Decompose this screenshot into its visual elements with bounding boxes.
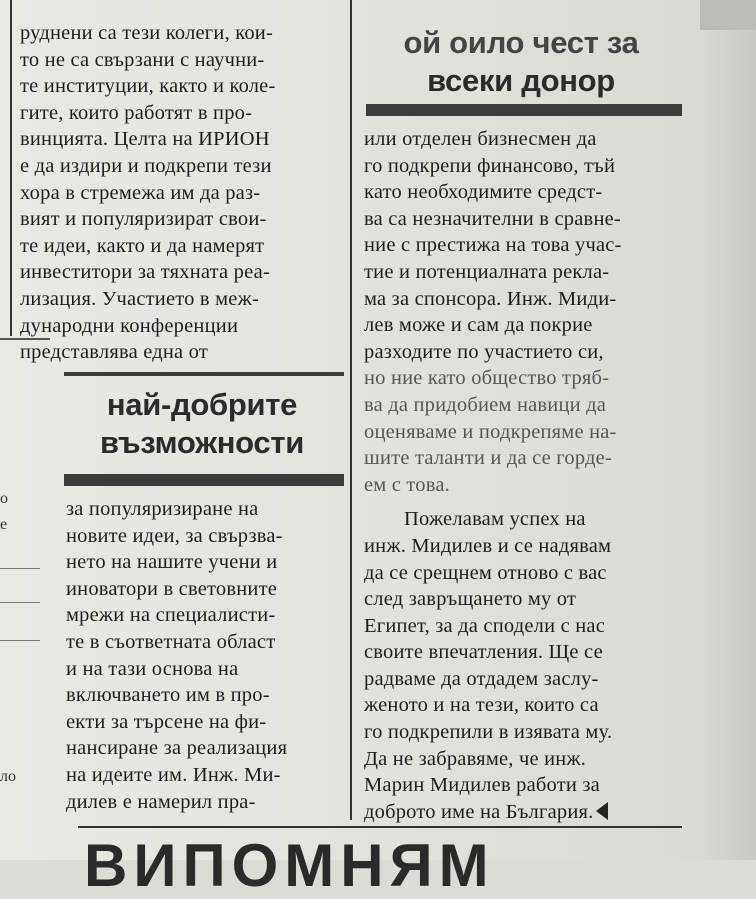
text-line: инж. Мидилев и се надявам [364, 534, 612, 557]
neighbor-rule [0, 602, 40, 603]
text-line: го подкрепили в изявата му. [364, 721, 613, 744]
text-line: включването им в про- [66, 684, 270, 707]
text-line: разходите по участието си, [364, 340, 604, 363]
text-line: като необходимите средст- [364, 181, 603, 204]
subheading-bottom-bar [366, 104, 682, 116]
text-line: гите, които работят в про- [20, 101, 253, 124]
neighbor-text-fragment: е [0, 516, 8, 533]
text-line: лев може и сам да покрие [364, 314, 593, 337]
text-line: Да не забравяме, че инж. [364, 747, 587, 770]
subheading-every-donor [366, 24, 676, 100]
text-line: Пожелавам успех на [404, 508, 586, 531]
text-line: своите впечатления. Ще се [364, 641, 603, 664]
text-line: мрежи на специалисти- [66, 604, 276, 627]
text-line: го подкрепи финансово, тъй [364, 154, 616, 177]
subheading-bottom-bar [64, 474, 344, 486]
column-rule-middle [350, 0, 352, 820]
text-line: лизация. Участието в меж- [20, 287, 259, 310]
text-line: винцията. Целта на ИРИОН [20, 128, 270, 151]
text-line: те институции, както и коле- [20, 75, 276, 98]
paragraph-gap [364, 498, 682, 506]
text-line: тие и потенциалната рекла- [364, 260, 610, 283]
text-line: да се срещнем отново с вас [364, 561, 607, 584]
text-line: ма за спонсора. Инж. Миди- [364, 287, 617, 310]
text-line: хора в стремежа им да раз- [20, 181, 261, 204]
subheading-line: всеки донор [427, 63, 615, 98]
text-line: ва да придобием навици да [364, 393, 607, 416]
end-of-article-icon [596, 802, 608, 820]
text-line: дународни конференции [20, 314, 239, 337]
text-line: на идеите им. Инж. Ми- [66, 763, 281, 786]
text-line: иноватори в световните [66, 577, 278, 600]
article-column-left-top [20, 20, 342, 366]
text-line: но ние като общество тряб- [364, 367, 610, 390]
text-line: нето на нашите учени и [66, 551, 278, 574]
text-line: то не са свързани с научни- [20, 48, 265, 71]
text-line: те идеи, както и да намерят [20, 234, 265, 257]
subheading-line: възможности [100, 425, 304, 460]
text-line: новите идеи, за свързва- [66, 524, 283, 547]
text-line: руднени са тези колеги, кои- [20, 22, 274, 44]
neighbor-rule [0, 568, 40, 569]
text-line: е да издири и подкрепи тези [20, 154, 272, 177]
neighbor-rule [0, 640, 40, 641]
text-line: след завръщането му от [364, 588, 577, 611]
article-column-right [364, 126, 682, 825]
subheading-line: ой оило чест за [403, 25, 639, 60]
text-line-last [364, 799, 682, 826]
text-line: ем с това. [364, 473, 450, 496]
scan-edge [700, 0, 756, 30]
neighbor-article-box [0, 338, 50, 790]
scan-shadow [700, 0, 756, 860]
text-line: нансиране за реализация [66, 737, 288, 760]
article-column-left-bottom [66, 496, 342, 815]
text-line: ва са незначителни в сравне- [364, 207, 621, 230]
subheading-top-bar [64, 372, 344, 376]
text-line: шите таланти и да се горде- [364, 447, 612, 470]
neighbor-text-fragment: о [0, 490, 8, 507]
text-line: и на тази основа на [66, 657, 239, 680]
text-line: инвеститори за тяхната реа- [20, 261, 271, 284]
text-line: за популяризиране на [66, 498, 259, 520]
subheading-line: най-добрите [106, 387, 298, 422]
text-line: доброто име на България. [364, 800, 594, 823]
text-line: или отделен бизнесмен да [364, 128, 597, 150]
text-line: дилев е намерил пра- [66, 790, 256, 813]
bottom-rule [78, 826, 682, 828]
text-line: Египет, за да сподели с нас [364, 614, 605, 637]
subheading-best-opportunities [64, 386, 340, 462]
text-line: екти за търсене на фи- [66, 710, 267, 733]
text-line: оценяваме и подкрепяме на- [364, 420, 617, 443]
text-line: ние с престижа на това учас- [364, 234, 622, 257]
column-rule-left [10, 0, 12, 336]
text-line: радваме да отдадем заслу- [364, 667, 599, 690]
text-line: представлява една от [20, 341, 208, 364]
text-line: те в съответната област [66, 630, 276, 653]
text-line: Марин Мидилев работи за [364, 774, 600, 797]
next-article-headline: ВИПОМНЯМ [84, 832, 495, 899]
text-line: женото и на тези, които са [364, 694, 599, 717]
neighbor-text-fragment: ло [0, 768, 16, 785]
text-line: вият и популяризират свои- [20, 208, 267, 231]
